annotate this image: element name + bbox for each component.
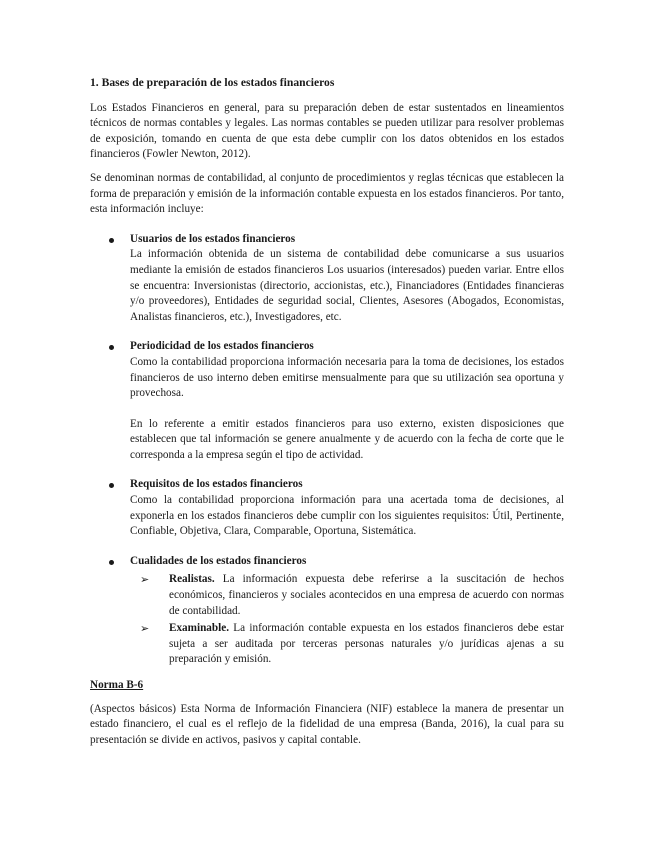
bullet-dot-icon (109, 560, 114, 565)
bullet-title: Periodicidad de los estados financieros (130, 340, 314, 353)
bullet-cualidades (90, 554, 564, 668)
bullet-title: Requisitos de los estados financieros (130, 478, 303, 491)
bullet-usuarios (90, 232, 564, 326)
bullet-dot-icon (109, 345, 114, 350)
bullet-text: Como la contabilidad proporciona información para una acertada toma de decisiones, al exponerla en los estados financieros debe cumplir con los siguientes requisitos: Útil, Pertinente, Confiable, Objetiva, Clara, Comparable, Oportuna, Sistemática. (130, 494, 564, 538)
arrow-bullet-icon: ➢ (140, 573, 150, 587)
intro-paragraph-2: Se denominan normas de contabilidad, al conjunto de procedimientos y reglas técnicas que establecen la forma de preparación y emisión de la información contable expuesta en los estados financieros. Por tanto, esta información incluye: (90, 171, 564, 216)
bullet-text-2: En lo referente a emitir estados financieros para uso externo, existen disposiciones que establecen que tal información se genere anualmente y de acuerdo con la fecha de corte que le corresponda a la empresa según el tipo de actividad. (130, 417, 564, 461)
bullet-requisitos (90, 477, 564, 539)
intro-paragraph-1: Los Estados Financieros en general, para su preparación deben de estar sustentados en lineamientos técnicos de normas contables y legales. Las normas contables se pueden utilizar para resolver problemas de exposición, tomando en cuenta de que esta debe cumplir con los datos obtenidos en los estados financieros (Fowler Newton, 2012). (90, 101, 564, 161)
sub-list (130, 572, 564, 668)
arrow-bullet-icon: ➢ (140, 622, 150, 636)
bullet-title: Usuarios de los estados financieros (130, 232, 296, 245)
sub-item-term: Realistas. (169, 573, 215, 586)
bullet-periodicidad (90, 339, 564, 463)
bullet-dot-icon (109, 483, 114, 488)
sub-item-term: Examinable. (169, 622, 229, 635)
sub-item-text: La información contable expuesta en los estados financieros debe estar sujeta a ser auditada por terceras personas naturales y/o jurídicas ajenas a su preparación y emisión. (169, 622, 564, 666)
norma-paragraph: (Aspectos básicos) Esta Norma de Información Financiera (NIF) establece la manera de presentar un estado financiero, el cual es el reflejo de la fidelidad de una empresa (Banda, 2016), la cual para su presentación se divide en activos, pasivos y capital contable. (90, 702, 564, 746)
norma-title: Norma B-6 (90, 679, 144, 691)
bullet-text: La información obtenida de un sistema de contabilidad debe comunicarse a sus usuarios mediante la emisión de estados financieros Los usuarios (interesados) pueden variar. Entre ellos se encuentra: Inversionistas (directorio, accionistas, etc.), Financiadores (Entidades financieras y/o proveedores), Entidades de seguridad social, Clientes, Asesores (Abogados, Economistas, Analistas financieros, etc.), Investigadores, etc. (130, 248, 564, 323)
sub-item-text: La información expuesta debe referirse a la suscitación de hechos económicos, financieros y sociales acontecidos en una empresa de acuerdo con normas de contabilidad. (169, 573, 564, 617)
bullet-text: Como la contabilidad proporciona información necesaria para la toma de decisiones, los estados financieros de uso interno deben emitirse mensualmente para que su utilización sea oportuna y provechosa. (130, 355, 564, 400)
bullet-dot-icon (109, 238, 114, 243)
document-page (90, 75, 564, 756)
section-heading: 1. Bases de preparación de los estados financieros (90, 76, 335, 89)
sub-item-realistas (130, 572, 564, 619)
sub-item-examinable (130, 621, 564, 668)
bullet-title: Cualidades de los estados financieros (130, 554, 307, 567)
